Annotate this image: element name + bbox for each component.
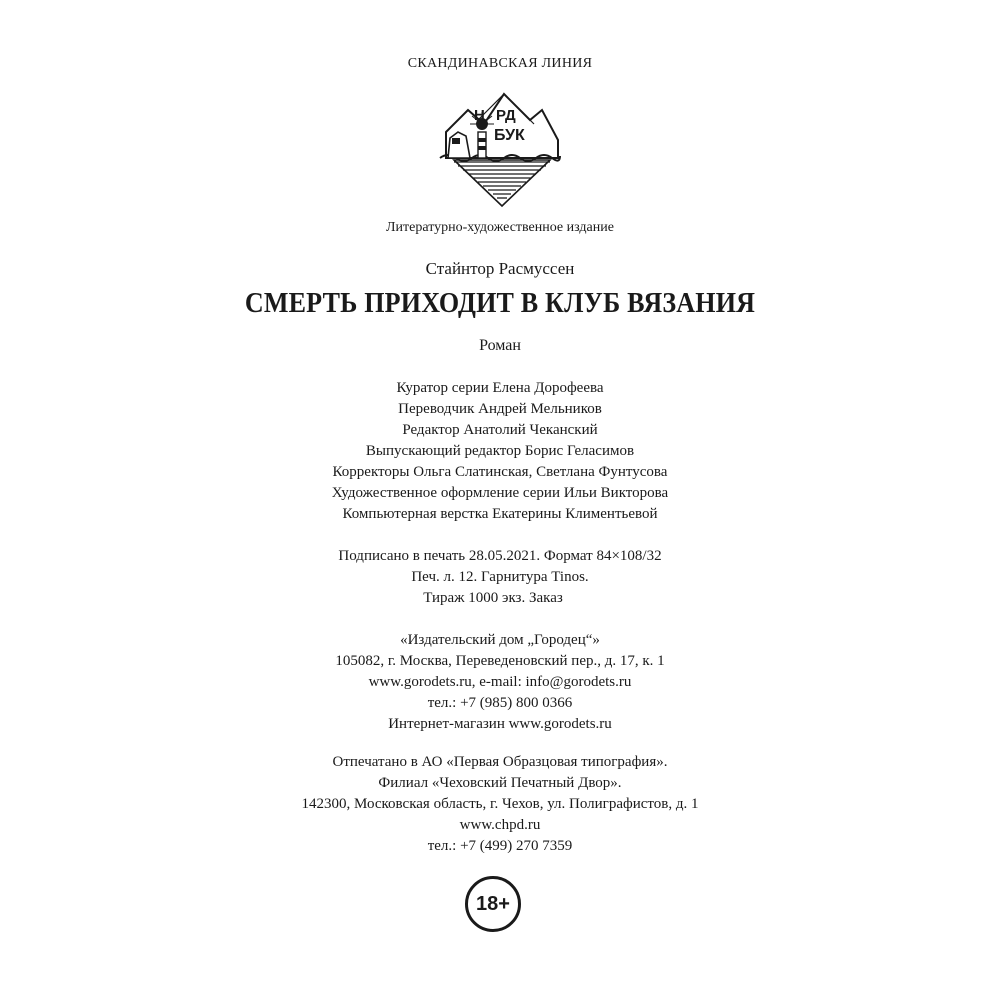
svg-text:Н: Н — [474, 107, 485, 124]
credits-block — [0, 378, 1000, 525]
publisher-line: www.gorodets.ru, e-mail: info@gorodets.ru — [368, 674, 632, 690]
print-info-line: Тираж 1000 экз. Заказ — [423, 590, 563, 606]
credit-line: Художественное оформление серии Ильи Викторова — [331, 485, 669, 501]
book-author: Стайнтор Расмуссен — [425, 259, 575, 278]
book-title: СМЕРТЬ ПРИХОДИТ В КЛУБ ВЯЗАНИЯ — [244, 288, 756, 319]
publisher-block — [0, 630, 1000, 735]
credit-line: Компьютерная верстка Екатерины Климентьевой — [342, 506, 658, 522]
credit-line: Выпускающий редактор Борис Геласимов — [365, 443, 635, 459]
credit-line: Переводчик Андрей Мельников — [398, 401, 602, 417]
printer-line: 142300, Московская область, г. Чехов, ул. Полиграфистов, д. 1 — [301, 796, 699, 812]
printer-line: Филиал «Чеховский Печатный Двор». — [378, 775, 622, 791]
publisher-logo-icon — [438, 80, 562, 208]
book-genre: Роман — [479, 337, 521, 354]
publisher-line: тел.: +7 (985) 800 0366 — [427, 695, 573, 711]
credit-line: Куратор серии Елена Дорофеева — [396, 380, 604, 396]
print-info-line: Подписано в печать 28.05.2021. Формат 84×108/32 — [338, 548, 662, 564]
age-rating-badge-icon: 18+ — [465, 876, 521, 932]
publisher-line: 105082, г. Москва, Переведеновский пер., д. 17, к. 1 — [335, 653, 665, 669]
svg-text:БУК: БУК — [494, 127, 525, 144]
printer-line: Отпечатано в АО «Первая Образцовая типография». — [332, 754, 668, 770]
credit-line: Корректоры Ольга Слатинская, Светлана Фунтусова — [332, 464, 668, 480]
edition-type: Литературно-художественное издание — [386, 220, 614, 235]
printer-block — [0, 752, 1000, 857]
credit-line: Редактор Анатолий Чеканский — [402, 422, 598, 438]
publisher-line: Интернет-магазин www.gorodets.ru — [388, 716, 612, 732]
publisher-line: «Издательский дом „Городец“» — [400, 632, 600, 648]
print-info-line: Печ. л. 12. Гарнитура Tinos. — [411, 569, 589, 585]
printer-line: тел.: +7 (499) 270 7359 — [427, 838, 573, 854]
print-info-block — [0, 546, 1000, 609]
svg-text:РД: РД — [496, 107, 516, 124]
series-name: СКАНДИНАВСКАЯ ЛИНИЯ — [407, 56, 593, 71]
printer-line: www.chpd.ru — [459, 817, 541, 833]
